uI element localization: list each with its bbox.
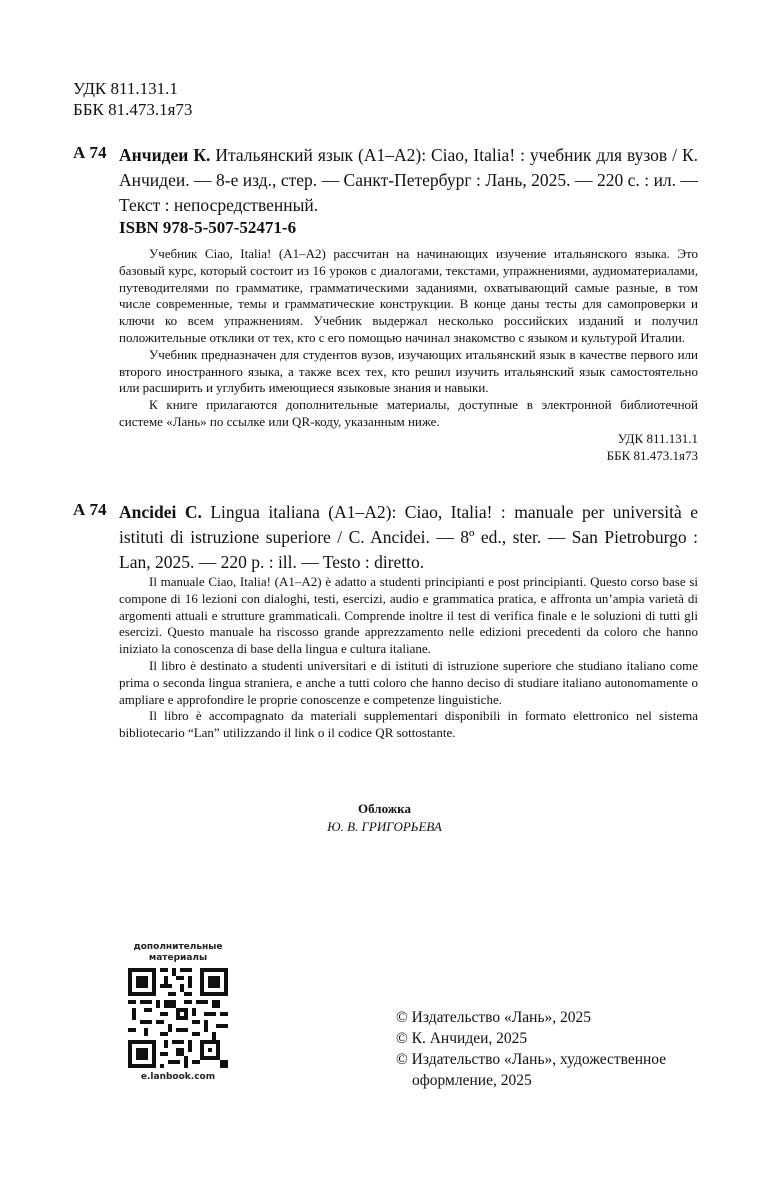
cover-credit — [0, 800, 769, 836]
qr-block — [128, 942, 228, 1082]
copyright-line: © Издательство «Лань», 2025 — [396, 1009, 592, 1026]
udk-header — [73, 78, 192, 120]
it-heading-text: Lingua italiana (A1–A2): Ciao, Italia! : manuale per università e istituti di istruzione superiore / C. Ancidei. — 8º ed., ster. — San Pietroburgo : Lan, 2025. — 220 p. : ill. — Testo : diretto. — [119, 502, 699, 572]
bbk-code: ББК 81.473.1я73 — [73, 100, 193, 119]
udk-code: УДК 811.131.1 — [73, 79, 178, 98]
qr-caption-line1: дополнительные — [133, 942, 223, 952]
qr-code-icon[interactable] — [128, 968, 228, 1068]
isbn: ISBN 978-5-507-52471-6 — [119, 218, 297, 237]
ru-bbk: ББК 81.473.1я73 — [606, 447, 698, 463]
ru-abstract — [119, 246, 698, 464]
ru-author-mark: А 74 — [73, 143, 107, 162]
it-heading — [119, 500, 698, 575]
it-abstract-paragraph: Il manuale Ciao, Italia! (A1–A2) è adatto a studenti principianti e post principianti. Questo corso base si compone di 16 lezioni con dialoghi, testi, esercizi, audio e grammatica pratica, e affronta un’ampia varietà di argomenti attuali e strutture grammaticali. Comprende inoltre il test di verifica finale e le soluzioni di tutti gli esercizi. Questo manuale ha riscosso grande apprezzamento nelle edizioni precedenti da coloro che hanno iniziato la conoscenza di base della lingua e cultura italiane. — [119, 574, 698, 657]
copyright-line: © Издательство «Лань», художественное оформление, 2025 — [396, 1051, 667, 1089]
ru-bibliographic-entry — [73, 143, 698, 223]
ru-abstract-paragraph: Учебник предназначен для студентов вузов, изучающих итальянский язык в качестве первого или второго иностранного языка, а также всех тех, кто решил изучить итальянский язык самостоятельно или расширить и углубить имеющиеся языковые знания и навыки. — [119, 346, 698, 396]
ru-author: Анчидеи К. — [119, 145, 211, 165]
ru-heading-text: Итальянский язык (A1–A2): Ciao, Italia! : учебник для вузов / К. Анчидеи. — 8-е изд., стер. — Санкт-Петербург : Лань, 2025. — 220 с. : ил. — Текст : непосредственный. — [119, 145, 698, 215]
copyright-block — [396, 1007, 696, 1091]
it-author-mark: А 74 — [73, 500, 107, 519]
it-author: Ancidei C. — [119, 502, 202, 522]
ru-abstract-paragraph: К книге прилагаются дополнительные материалы, доступные в электронной библиотечной системе «Лань» по ссылке или QR-коду, указанным ниже. — [119, 397, 698, 429]
it-abstract-paragraph: Il libro è accompagnato da materiali supplementari disponibili in formato elettronico nel sistema bibliotecario “Lan” utilizzando il link o il codice QR sottostante. — [119, 708, 698, 741]
qr-caption-line2: материалы — [148, 953, 208, 963]
cover-label: Обложка — [358, 801, 411, 816]
copyright-line: © К. Анчидеи, 2025 — [396, 1030, 528, 1047]
ru-abstract-paragraph: Учебник Ciao, Italia! (A1–A2) рассчитан на начинающих изучение итальянского языка. Это базовый курс, который состоит из 16 уроков с диалогами, текстами, упражнениями, аудиоматериалами, путеводителями по грамматике, грамматическими заданиями, охватывающий самые разные, в том числе современные, темы и грамматические конструкции. В конце даны тесты для самопроверки и ключи ко всем упражнениям. Учебник выдержал несколько российских изданий и получил положительные отклики от тех, кто с его помощью начинал знакомство с языком и культурой Италии. — [119, 246, 698, 345]
cover-designer: Ю. В. ГРИГОРЬЕВА — [327, 819, 442, 834]
it-abstract-paragraph: Il libro è destinato a studenti universitari e di istituti di istruzione superiore che studiano italiano come prima o seconda lingua straniera, e anche a tutti coloro che hanno deciso di studiare italiano autonomamente o ampliare e approfondire le proprie conoscenze e competenze linguistiche. — [119, 657, 698, 707]
it-bibliographic-entry — [73, 500, 698, 580]
ru-udk: УДК 811.131.1 — [617, 430, 698, 446]
it-abstract — [119, 574, 698, 742]
qr-url[interactable]: e.lanbook.com — [140, 1072, 216, 1082]
ru-heading — [119, 143, 698, 218]
